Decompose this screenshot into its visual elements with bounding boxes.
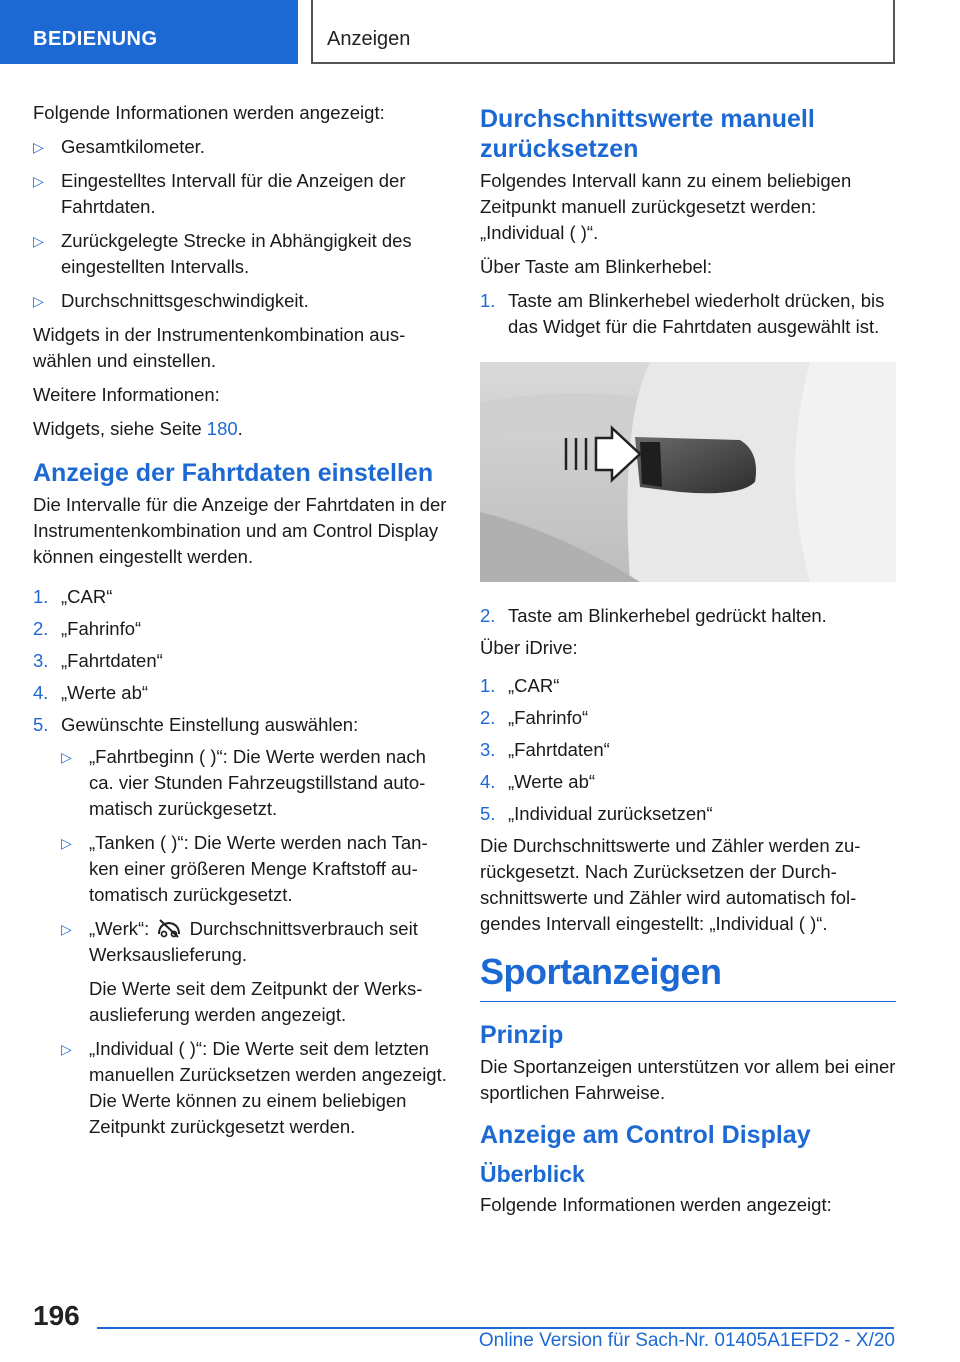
idrive-label: Über iDrive: <box>480 637 578 658</box>
section-text: Die Intervalle für die Anzeige der Fahrtdaten in der Instrumentenkombination und am Control Display können eingestellt werden. <box>33 494 447 567</box>
widgets-reference: Widgets, siehe Seite 180. <box>33 418 243 439</box>
info-list <box>33 134 449 314</box>
blinker-label: Über Taste am Blinkerhebel: <box>480 256 713 277</box>
list-item: ▷ „Werk“: Durchschnittsverbrauch seit Werksauslieferung. Die Werte seit dem Zeitpunkt der Werksauslieferung werden angezeigt. <box>61 916 449 1028</box>
list-item: ▷ Durchschnittsgeschwindigkeit. <box>33 288 449 314</box>
step-item: 5. Gewünschte Einstellung auswählen: ▷ „Fahrtbeginn ( )“: Die Werte werden nach ca. vier Stunden Fahrzeugstillstand automatisch zurückgesetzt. ▷ „Tanken ( )“: Die Werte werden nach Tanken einer größeren Menge Kraftstoff automatisch zurückgesetzt. ▷ „Werk“: Durchschnittsverbrauch seit Werksauslieferung. Die Werte seit dem Zeitpunkt der Werksauslieferung werden angezeigt. ▷ „Individual ( )“: Die Werte seit dem letzten manuellen Zurücksetzen werden angezeigt. Die Werte können zu einem beliebigen Zeitpunkt zurückgesetzt werden. <box>33 712 449 1140</box>
intro-text: Folgende Informationen werden angezeigt: <box>33 102 385 123</box>
triangle-bullet-icon: ▷ <box>61 835 72 851</box>
section-heading-reset: Durchschnittswerte manuell zurücksetzen <box>480 105 815 163</box>
step-item: 4. „Werte ab“ <box>480 771 596 792</box>
page-number: 196 <box>33 1300 80 1331</box>
blinker-steps <box>480 288 896 340</box>
section-heading-control-display: Anzeige am Control Display <box>480 1121 811 1149</box>
step-item: 2. „Fahrinfo“ <box>33 618 142 639</box>
right-column <box>480 100 896 1226</box>
blinker-steps-continued <box>480 603 896 629</box>
step-item: 3. „Fahrtdaten“ <box>33 650 163 671</box>
footer-version: Online Version für Sach-Nr. 01405A1EFD2 - X/20 <box>478 1330 895 1351</box>
factory-consumption-icon <box>156 918 182 938</box>
prinzip-text: Die Sportanzeigen unterstützen vor allem bei einer sportlichen Fahrweise. <box>480 1056 896 1103</box>
section-heading-prinzip: Prinzip <box>480 1021 564 1049</box>
list-item: ▷ Eingestelltes Intervall für die Anzeigen der Fahrtdaten. <box>33 170 406 217</box>
more-info-label: Weitere Informationen: <box>33 384 220 405</box>
triangle-bullet-icon: ▷ <box>33 139 44 155</box>
list-item: ▷ „Tanken ( )“: Die Werte werden nach Tanken einer größeren Menge Kraftstoff automatisch zurückgesetzt. <box>61 832 428 905</box>
triangle-bullet-icon: ▷ <box>61 1041 72 1057</box>
page-link[interactable]: 180 <box>206 418 238 439</box>
triangle-bullet-icon: ▷ <box>33 173 44 189</box>
step-item: 1. „CAR“ <box>33 586 113 607</box>
triangle-bullet-icon: ▷ <box>33 233 44 249</box>
turn-signal-lever-illustration <box>480 362 896 582</box>
triangle-bullet-icon: ▷ <box>33 293 44 309</box>
reset-intro: Folgendes Intervall kann zu einem beliebigen Zeitpunkt manuell zurückgesetzt werden: „Individual ( )“. <box>480 170 852 243</box>
overview-text: Folgende Informationen werden angezeigt: <box>480 1194 832 1215</box>
step-item: 2. „Fahrinfo“ <box>480 707 589 728</box>
step-item: 1. „CAR“ <box>480 675 560 696</box>
footer-divider <box>97 1327 894 1329</box>
reset-result-text: Die Durchschnittswerte und Zähler werden zurückgesetzt. Nach Zurücksetzen der Durchschnittswerte und Zähler wird automatisch folgendes Intervall eingestellt: „Individual ( )“. <box>480 835 861 934</box>
subheading-ueberblick: Überblick <box>480 1161 585 1187</box>
section-tab: BEDIENUNG <box>0 0 298 64</box>
list-item: ▷ „Individual ( )“: Die Werte seit dem letzten manuellen Zurücksetzen werden angezeigt. Die Werte können zu einem beliebigen Zeitpunkt zurückgesetzt werden. <box>61 1038 447 1137</box>
chapter-heading-sportanzeigen: Sportanzeigen <box>480 951 896 1002</box>
steps-list <box>33 584 449 1140</box>
step-item: 3. „Fahrtdaten“ <box>480 739 610 760</box>
settings-sublist <box>61 744 449 1140</box>
idrive-steps <box>480 673 896 827</box>
step-item: 5. „Individual zurücksetzen“ <box>480 803 713 824</box>
werk-detail: Die Werte seit dem Zeitpunkt der Werksauslieferung werden angezeigt. <box>89 978 423 1025</box>
widgets-text: Widgets in der Instrumentenkombination auswählen und einstellen. <box>33 324 406 371</box>
triangle-bullet-icon: ▷ <box>61 921 72 937</box>
step-item: 2. Taste am Blinkerhebel gedrückt halten. <box>480 605 827 626</box>
left-column <box>33 100 449 1148</box>
list-item: ▷ „Fahrtbeginn ( )“: Die Werte werden nach ca. vier Stunden Fahrzeugstillstand automatisch zurückgesetzt. <box>61 746 426 819</box>
section-heading-fahrtdaten: Anzeige der Fahrtdaten einstellen <box>33 459 434 487</box>
triangle-bullet-icon: ▷ <box>61 749 72 765</box>
page-header-title: Anzeigen <box>311 0 895 64</box>
step-item: 4. „Werte ab“ <box>33 682 149 703</box>
list-item: ▷ Gesamtkilometer. <box>33 134 449 160</box>
list-item: ▷ Zurückgelegte Strecke in Abhängigkeit des eingestellten Intervalls. <box>33 230 412 277</box>
step-item: 1. Taste am Blinkerhebel wiederholt drücken, bis das Widget für die Fahrtdaten ausgewählt ist. <box>480 290 885 337</box>
